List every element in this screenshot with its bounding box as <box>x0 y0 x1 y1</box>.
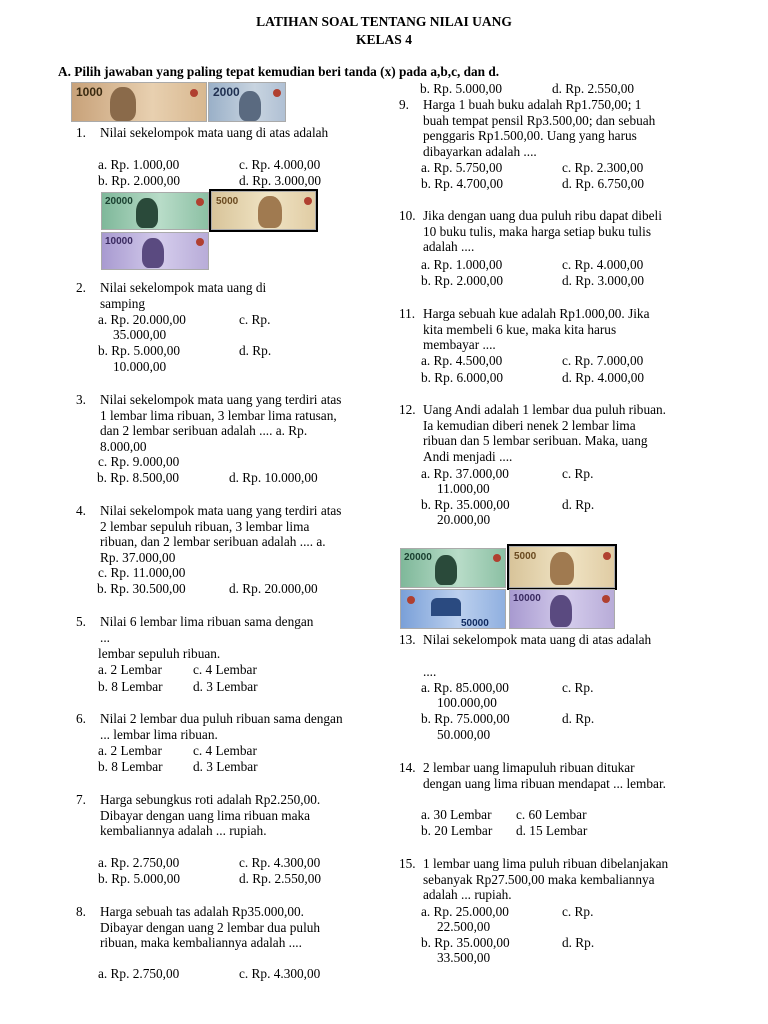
option-d[interactable]: d. Rp. 10.000,00 <box>229 470 318 485</box>
question-3 <box>76 392 346 454</box>
option-a[interactable]: a. 2 Lembar <box>98 743 162 758</box>
question-text: Harga 1 buah buku adalah Rp1.750,00; 1 buah tempat pensil Rp3.500,00; dan sebuah penggaris Rp1.500,00. Uang yang harus dibayarkan adalah .... <box>423 97 656 159</box>
question-5 <box>76 614 316 645</box>
option-d[interactable]: d. Rp. 2.550,00 <box>239 871 322 886</box>
emblem-icon <box>273 89 281 97</box>
option-a[interactable]: a. Rp. 1.000,00 <box>421 257 503 272</box>
option-a[interactable]: a. Rp. 5.750,00 <box>421 160 503 175</box>
banknote-5000-value: 5000 <box>514 551 537 562</box>
option-a[interactable]: a. Rp. 37.000,00 <box>421 466 509 481</box>
question-number: 12. <box>399 402 416 417</box>
portrait-icon <box>239 91 261 121</box>
question-2 <box>76 280 306 311</box>
option-a[interactable]: a. Rp. 2.750,00 <box>98 966 180 981</box>
option-c-continued: 22.500,00 <box>437 919 491 934</box>
option-d[interactable]: d. Rp. <box>562 935 595 950</box>
option-b[interactable]: b. Rp. 75.000,00 <box>421 711 510 726</box>
option-b[interactable]: b. Rp. 2.000,00 <box>98 173 181 188</box>
option-d[interactable]: d. Rp. <box>562 711 595 726</box>
option-c[interactable]: c. Rp. <box>239 312 271 327</box>
emblem-icon <box>196 198 204 206</box>
option-d[interactable]: d. Rp. 4.000,00 <box>562 370 645 385</box>
option-c[interactable]: c. 60 Lembar <box>516 807 587 822</box>
question-text: Nilai sekelompok mata uang yang terdiri atas 2 lembar sepuluh ribuan, 3 lembar lima ribuan, dan 2 lembar seribuan adalah .... a. Rp. 37.000,00 <box>100 503 342 565</box>
question-text: Harga sebuah kue adalah Rp1.000,00. Jika kita membeli 6 kue, maka kita harus membayar .... <box>423 306 650 353</box>
option-c[interactable]: c. 4 Lembar <box>193 743 257 758</box>
question-text: Harga sebungkus roti adalah Rp2.250,00. Dibayar dengan uang lima ribuan maka kembaliannya adalah ... rupiah. <box>100 792 321 839</box>
option-c[interactable]: c. Rp. 4.000,00 <box>562 257 644 272</box>
portrait-icon <box>550 595 572 627</box>
banknote-20000-value: 20000 <box>105 196 133 207</box>
option-b[interactable]: b. Rp. 5.000,00 <box>420 81 503 96</box>
option-b[interactable]: b. Rp. 35.000,00 <box>421 935 510 950</box>
question-number: 3. <box>76 392 86 407</box>
question-text: 1 lembar uang lima puluh ribuan dibelanjakan sebanyak Rp27.500,00 maka kembaliannya adalah ... rupiah. <box>423 856 669 903</box>
option-c-continued: 100.000,00 <box>437 695 497 710</box>
option-c[interactable]: c. Rp. 2.300,00 <box>562 160 644 175</box>
building-icon <box>431 598 461 616</box>
option-d[interactable]: d. Rp. 3.000,00 <box>239 173 322 188</box>
option-c[interactable]: c. Rp. <box>562 904 594 919</box>
question-text: Harga sebuah tas adalah Rp35.000,00. Dibayar dengan uang 2 lembar dua puluh ribuan, maka kembaliannya adalah .... <box>100 904 321 951</box>
option-a[interactable]: a. 30 Lembar <box>421 807 492 822</box>
question-text: Nilai 6 lembar lima ribuan sama dengan ... <box>100 614 314 645</box>
option-a[interactable]: a. Rp. 2.750,00 <box>98 855 180 870</box>
option-a[interactable]: a. 2 Lembar <box>98 662 162 677</box>
question-14 <box>399 760 669 791</box>
option-c[interactable]: c. Rp. <box>562 680 594 695</box>
option-c[interactable]: c. Rp. 4.300,00 <box>239 966 321 981</box>
option-c[interactable]: c. Rp. 4.300,00 <box>239 855 321 870</box>
banknote-1000-image <box>71 82 207 122</box>
banknote-50000-image <box>400 589 506 629</box>
banknote-50000-value: 50000 <box>461 618 489 629</box>
option-a[interactable]: a. Rp. 4.500,00 <box>421 353 503 368</box>
option-b[interactable]: b. Rp. 4.700,00 <box>421 176 504 191</box>
question-text: Nilai sekelompok mata uang di atas adalah <box>100 125 329 140</box>
banknote-10000-image <box>509 589 615 629</box>
option-d[interactable]: d. 3 Lembar <box>193 759 258 774</box>
option-b[interactable]: b. Rp. 30.500,00 <box>97 581 186 596</box>
portrait-icon <box>550 552 574 585</box>
option-c-continued: 11.000,00 <box>437 481 490 496</box>
question-number: 5. <box>76 614 86 629</box>
question-text: Nilai 2 lembar dua puluh ribuan sama dengan ... lembar lima ribuan. <box>100 711 343 742</box>
question-7 <box>76 792 346 839</box>
banknote-10000-value: 10000 <box>513 593 541 604</box>
question-text: Jika dengan uang dua puluh ribu dapat dibeli 10 buku tulis, maka harga setiap buku tulis adalah .... <box>423 208 662 255</box>
option-d[interactable]: d. Rp. 3.000,00 <box>562 273 645 288</box>
banknote-20000-value: 20000 <box>404 552 432 563</box>
option-b[interactable]: b. Rp. 6.000,00 <box>421 370 504 385</box>
banknote-2000-image <box>208 82 286 122</box>
option-b[interactable]: b. Rp. 35.000,00 <box>421 497 510 512</box>
question-text-continued: .... <box>423 664 437 679</box>
question-12 <box>399 402 669 464</box>
question-number: 6. <box>76 711 86 726</box>
question-number: 13. <box>399 632 416 647</box>
option-d-continued: 20.000,00 <box>437 512 491 527</box>
question-11 <box>399 306 669 353</box>
question-number: 1. <box>76 125 86 140</box>
question-15 <box>399 856 669 903</box>
option-a[interactable]: a. Rp. 85.000,00 <box>421 680 509 695</box>
portrait-icon <box>136 198 158 228</box>
banknote-20000-image <box>400 548 506 588</box>
question-text: Uang Andi adalah 1 lembar dua puluh ribuan. Ia kemudian diberi nenek 2 lembar lima ribuan dan 5 lembar seribuan. Maka, uang Andi menjadi .... <box>423 402 666 464</box>
question-1 <box>76 125 346 141</box>
option-b[interactable]: b. 8 Lembar <box>98 679 163 694</box>
option-c[interactable]: c. Rp. 7.000,00 <box>562 353 644 368</box>
question-number: 4. <box>76 503 86 518</box>
emblem-icon <box>190 89 198 97</box>
option-c[interactable]: c. Rp. 4.000,00 <box>239 157 321 172</box>
banknote-5000-value: 5000 <box>216 196 239 207</box>
option-b[interactable]: b. Rp. 5.000,00 <box>98 871 181 886</box>
option-d[interactable]: d. 15 Lembar <box>516 823 588 838</box>
emblem-icon <box>196 238 204 246</box>
question-9 <box>399 97 669 159</box>
question-10 <box>399 208 669 255</box>
question-number: 11. <box>399 306 416 321</box>
option-d[interactable]: d. Rp. 6.750,00 <box>562 176 645 191</box>
option-b[interactable]: b. Rp. 2.000,00 <box>421 273 504 288</box>
option-b[interactable]: b. Rp. 5.000,00 <box>98 343 181 358</box>
banknote-10000-image <box>101 232 209 270</box>
option-c[interactable]: c. Rp. 11.000,00 <box>98 565 186 580</box>
emblem-icon <box>493 554 501 562</box>
banknote-1000-value: 1000 <box>76 85 103 99</box>
banknote-2000-value: 2000 <box>213 85 240 99</box>
question-text-continued: lembar sepuluh ribuan. <box>98 646 221 661</box>
banknote-5000-image <box>509 546 615 588</box>
question-13 <box>399 632 669 648</box>
banknote-5000-image <box>211 191 316 230</box>
question-text: Nilai sekelompok mata uang di atas adalah <box>423 632 652 647</box>
question-text: 2 lembar uang limapuluh ribuan ditukar dengan uang lima ribuan mendapat ... lembar. <box>423 760 666 791</box>
option-d[interactable]: d. Rp. <box>239 343 272 358</box>
option-b[interactable]: b. 20 Lembar <box>421 823 493 838</box>
option-c[interactable]: c. Rp. <box>562 466 594 481</box>
banknote-10000-value: 10000 <box>105 236 133 247</box>
emblem-icon <box>602 595 610 603</box>
question-6 <box>76 711 346 742</box>
option-d[interactable]: d. Rp. <box>562 497 595 512</box>
option-d[interactable]: d. Rp. 20.000,00 <box>229 581 318 596</box>
option-d[interactable]: d. 3 Lembar <box>193 679 258 694</box>
section-instruction: A. Pilih jawaban yang paling tepat kemudian beri tanda (x) pada a,b,c, dan d. <box>58 64 500 79</box>
option-c[interactable]: c. 4 Lembar <box>193 662 257 677</box>
emblem-icon <box>407 596 415 604</box>
option-c[interactable]: c. Rp. 9.000,00 <box>98 454 180 469</box>
portrait-icon <box>258 196 282 228</box>
option-d[interactable]: d. Rp. 2.550,00 <box>552 81 635 96</box>
option-a[interactable]: a. Rp. 20.000,00 <box>98 312 186 327</box>
option-d-continued: 50.000,00 <box>437 727 491 742</box>
question-number: 15. <box>399 856 416 871</box>
portrait-icon <box>142 238 164 268</box>
option-d-continued: 33.500,00 <box>437 950 491 965</box>
option-a[interactable]: a. Rp. 25.000,00 <box>421 904 509 919</box>
option-b-continued: 10.000,00 <box>113 359 167 374</box>
question-number: 10. <box>399 208 416 223</box>
question-number: 9. <box>399 97 409 112</box>
emblem-icon <box>304 197 312 205</box>
portrait-icon <box>110 87 136 121</box>
question-number: 8. <box>76 904 86 919</box>
question-number: 14. <box>399 760 416 775</box>
question-number: 2. <box>76 280 86 295</box>
question-8 <box>76 904 346 951</box>
question-4 <box>76 503 346 565</box>
page-subtitle: KELAS 4 <box>356 32 412 47</box>
option-b[interactable]: b. 8 Lembar <box>98 759 163 774</box>
page-title: LATIHAN SOAL TENTANG NILAI UANG <box>256 14 512 29</box>
banknote-20000-image <box>101 192 209 230</box>
portrait-icon <box>435 555 457 585</box>
question-number: 7. <box>76 792 86 807</box>
question-text: Nilai sekelompok mata uang yang terdiri atas 1 lembar lima ribuan, 3 lembar lima ratusan, dan 2 lembar seribuan adalah .... a. Rp. 8.000,00 <box>100 392 342 454</box>
option-a[interactable]: a. Rp. 1.000,00 <box>98 157 180 172</box>
question-text: Nilai sekelompok mata uang di samping <box>100 280 267 311</box>
option-b[interactable]: b. Rp. 8.500,00 <box>97 470 180 485</box>
emblem-icon <box>603 552 611 560</box>
option-a-continued: 35.000,00 <box>113 327 167 342</box>
